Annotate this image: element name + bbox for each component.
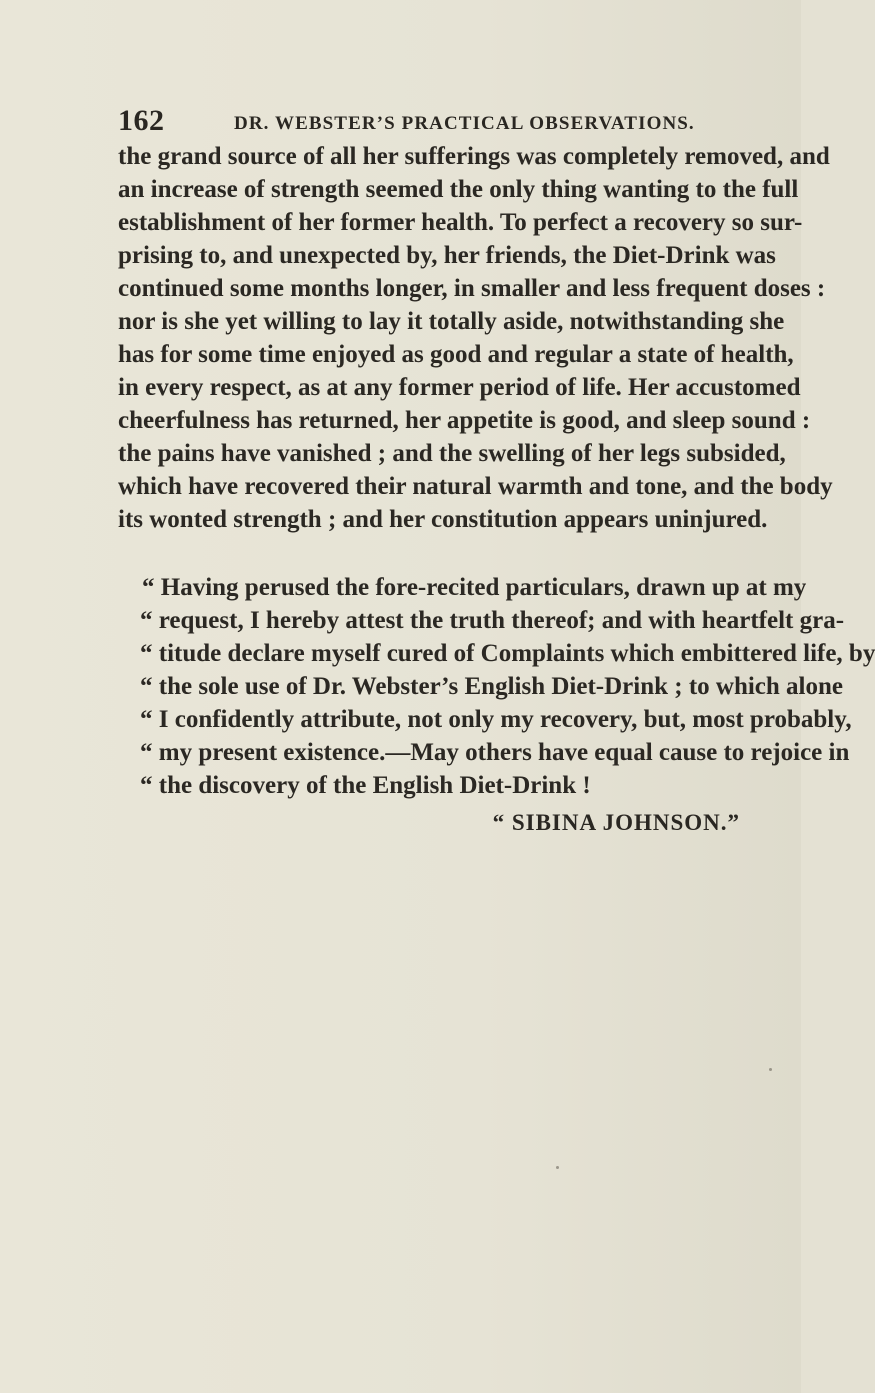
body-line: prising to, and unexpected by, her friends, the Diet-Drink was	[118, 242, 776, 269]
body-line: which have recovered their natural warmth and tone, and the body	[118, 473, 833, 500]
signature: “ SIBINA JOHNSON.”	[492, 810, 740, 835]
body-line: the pains have vanished ; and the swelling of her legs subsided,	[118, 440, 786, 467]
running-head	[118, 104, 738, 138]
testimonial-line: “ my present existence.—May others have equal cause to rejoice in	[140, 739, 850, 766]
testimonial-line: “ request, I hereby attest the truth thereof; and with heartfelt gra-	[140, 607, 845, 634]
body-line: its wonted strength ; and her constitution appears uninjured.	[118, 506, 768, 533]
body-line: has for some time enjoyed as good and regular a state of health,	[118, 341, 794, 368]
body-line: cheerfulness has returned, her appetite is good, and sleep sound :	[118, 407, 811, 434]
body-line: an increase of strength seemed the only thing wanting to the full	[118, 176, 799, 203]
body-line: in every respect, as at any former period of life. Her accustomed	[118, 374, 801, 401]
body-line: continued some months longer, in smaller and less frequent doses :	[118, 275, 826, 302]
body-line: the grand source of all her sufferings was completely removed, and	[118, 143, 830, 170]
body-line: establishment of her former health. To perfect a recovery so sur-	[118, 209, 803, 236]
running-title: DR. WEBSTER’S PRACTICAL OBSERVATIONS.	[234, 113, 695, 134]
paper-speck	[556, 1166, 559, 1169]
testimonial-line: “ the sole use of Dr. Webster’s English Diet-Drink ; to which alone	[140, 673, 844, 700]
body-line: nor is she yet willing to lay it totally aside, notwithstanding she	[118, 308, 785, 335]
testimonial-line: “ titude declare myself cured of Complaints which embittered life, by	[140, 640, 875, 667]
page-number: 162	[118, 104, 165, 137]
testimonial-line: “ the discovery of the English Diet-Drink !	[140, 772, 591, 799]
testimonial-line: “ Having perused the fore-recited particulars, drawn up at my	[142, 574, 807, 601]
testimonial-line: “ I confidently attribute, not only my recovery, but, most probably,	[140, 706, 852, 733]
paper-speck	[769, 1068, 772, 1071]
